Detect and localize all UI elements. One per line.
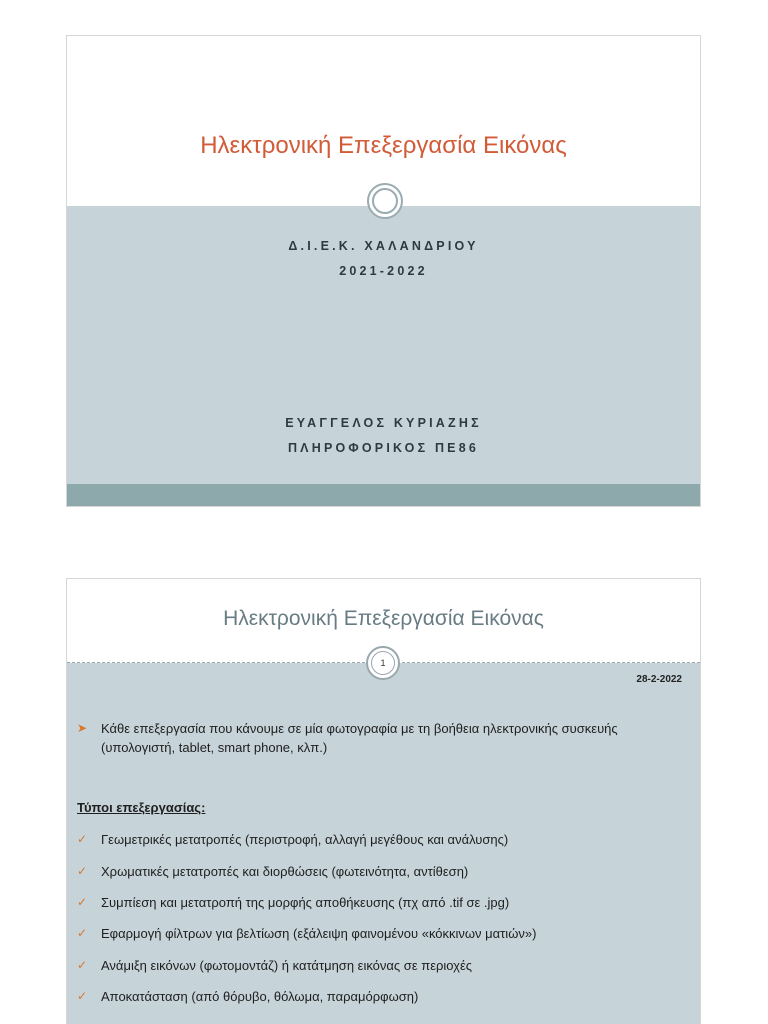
- types-heading: Τύποι επεξεργασίας:: [77, 800, 206, 815]
- title-slide: [66, 35, 701, 507]
- page-number-circle: [366, 646, 400, 680]
- title-slide-title: Ηλεκτρονική Επεξεργασία Εικόνας: [200, 132, 567, 159]
- page-number: 1: [371, 651, 395, 675]
- check-icon: ✓: [77, 864, 88, 878]
- school-name: Δ.Ι.Ε.Κ. ΧΑΛΑΝΔΡΙΟΥ: [288, 239, 479, 253]
- author-role: ΠΛΗΡΟΦΟΡΙΚΟΣ ΠΕ86: [287, 441, 480, 455]
- title-slide-header: [67, 36, 700, 206]
- arrow-bullet-icon: ➤: [77, 721, 88, 735]
- definition-text: Κάθε επεξεργασία που κάνουμε σε μία φωτογραφία με τη βοήθεια ηλεκτρονικής συσκευής (υπολογιστή, tablet, smart phone, κλπ.): [101, 721, 618, 755]
- circle-ornament-icon: [367, 183, 403, 219]
- academic-year: 2021-2022: [339, 264, 428, 278]
- content-slide: Ηλεκτρονική Επεξεργασία Εικόνας 1 28-2-2022 ➤ Κάθε επεξεργασία που κάνουμε σε μία φωτογραφία με τη βοήθεια ηλεκτρονικής συσκευής (υπολογιστή, tablet, smart phone, κλπ.) Τύποι επεξεργασίας: ✓ Γεωμετρικές μετατροπές (περιστροφή, αλλαγή μεγέθους και ανάλυσης) ✓ Χρωματικές μετατροπές και διορθώσεις (φωτεινότητα, αντίθεση) ✓ Συμπίεση και μετατροπή της μορφής αποθήκευσης (πχ από .tif σε .jpg) ✓ Εφαρμογή φίλτρων για βελτίωση (εξάλειψη φαινομένου «κόκκινων ματιών») ✓ Ανάμιξη εικόνων (φωτομοντάζ) ή κατάτμηση εικόνας σε περιοχές ✓ Αποκατάσταση (από θόρυβο, θόλωμα, παραμόρφωση): [66, 578, 701, 1024]
- check-icon: ✓: [77, 926, 88, 940]
- author-name: ΕΥΑΓΓΕΛΟΣ ΚΥΡΙΑΖΗΣ: [285, 416, 482, 430]
- check-icon: ✓: [77, 958, 88, 972]
- check-icon: ✓: [77, 895, 88, 909]
- check-icon: ✓: [77, 832, 88, 846]
- check-icon: ✓: [77, 989, 88, 1003]
- bottom-band: [67, 484, 700, 506]
- content-slide-title: Ηλεκτρονική Επεξεργασία Εικόνας: [223, 607, 544, 630]
- slide-date: 28-2-2022: [636, 674, 682, 685]
